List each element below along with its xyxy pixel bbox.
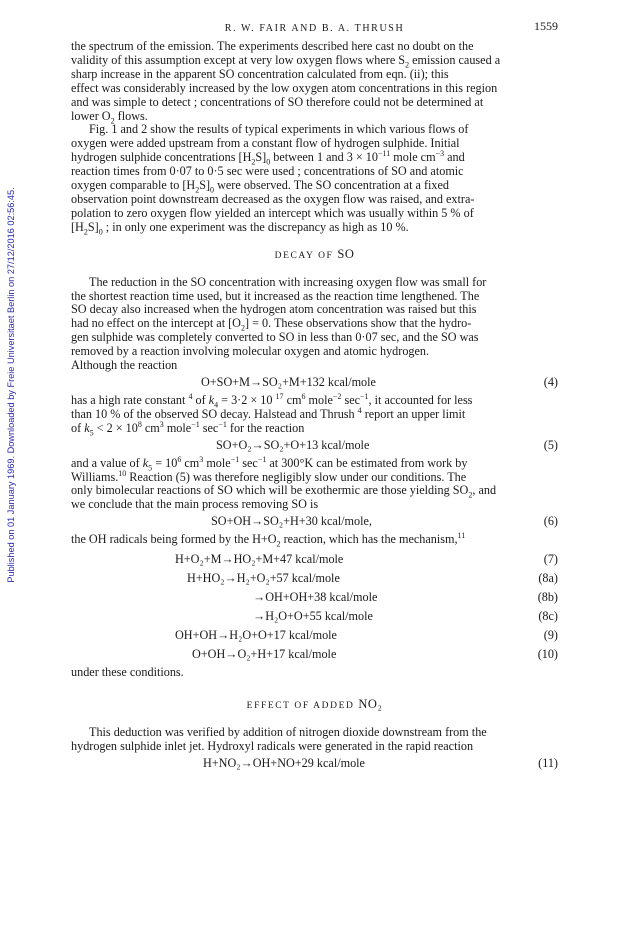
paragraph: the OH radicals being formed by the $H+O_2$ reaction, which has the mechanism,$^{11}$: [71, 531, 466, 549]
equation-number: (11): [538, 755, 558, 770]
paragraph: The reduction in the SO concentration with increasing oxygen flow was small for the shortest reaction time used, but it increased as the reaction time lengthened. The SO decay also increased when the hydrogen atom concentration was raised but this had no effect on the intercept at $[O_2] = 0$. These observations show that the hydro- gen sulphide was completely converted to SO in less than 0·07 sec, and the SO was removed by a reaction involving molecular oxygen and atomic hydrogen. Although the reaction: [71, 274, 487, 373]
paragraph: the spectrum of the emission. The experiments described here cast no doubt on the validity of this assumption except at very low oxygen flows where $S_2$ emission caused a sharp increase in the apparent SO concentration calculated from eqn. (ii); this effect was considerably increased by the low oxygen atom concentrations in this region and was simple to detect ; concentrations of SO therefore could not be determined at lower $O_2$ flows.: [71, 39, 501, 125]
equation-8a: [71, 571, 558, 588]
author-header: R. W. FAIR AND B. A. THRUSH: [224, 23, 405, 34]
equation-4: [71, 375, 558, 392]
equation-expression: →H₂O+O+55 kcal/mole: [253, 609, 373, 624]
journal-page: [71, 16, 558, 775]
equation-number: (7): [543, 552, 558, 567]
equation-expression: SO+O₂→SO₂+O+13 kcal/mole: [216, 437, 370, 452]
equation-number: (4): [543, 374, 558, 389]
section-heading-decay: DECAY OF SO: [274, 246, 355, 261]
equation-expression: →OH+OH+38 kcal/mole: [253, 590, 378, 605]
paragraph: has a high rate constant $^4$ of $k_4 = 3\cdot 2 \times 10$ $^{17}$ $cm^6$ mole$^{-2}$ $\sec^{-1}$, it accounted for less than 10 % of the observed SO decay. Halstead and Thrush $^4$ report an upper limit of $k_5 < 2 \times 10^8$ $cm^3$ mole$^{-1}$ $\sec^{-1}$ for the reaction: [71, 391, 473, 438]
equation-8c: [71, 609, 558, 626]
equation-11: [71, 756, 558, 773]
equation-expression: H+O₂+M→HO₂+M+47 kcal/mole: [175, 552, 344, 567]
equation-expression: O+SO+M→SO₂+M+132 kcal/mole: [201, 374, 376, 389]
equation-6: [71, 514, 558, 531]
equation-expression: O+OH→O₂+H+17 kcal/mole: [192, 647, 337, 662]
page-number: 1559: [534, 19, 558, 33]
paragraph: Fig. 1 and 2 show the results of typical experiments in which various flows of oxygen were added upstream from a constant flow of hydrogen sulphide. Initial hydrogen sulphide concentrations $[H_2S]_0$ between 1 and $3 \times 10^{-11}$ mole $cm^{-3}$ and reaction times from 0·07 to 0·5 sec were used ; concentrations of SO and atomic oxygen comparable to $[H_2S]_0$ were observed. The SO concentration at a fixed observation point downstream decreased as the oxygen flow was raised, and extra- polation to zero oxygen flow yielded an intercept which was usually within 5 % of $[H_2S]_0$ ; in only one experiment was the discrepancy as high as 10 %.: [71, 122, 475, 237]
running-header: [71, 16, 558, 40]
equation-expression: H+NO₂→OH+NO+29 kcal/mole: [203, 755, 365, 770]
equation-5: [71, 438, 558, 455]
paragraph: under these conditions.: [71, 665, 184, 680]
equation-number: (8c): [538, 609, 558, 624]
equation-expression: H+HO₂→H₂+O₂+57 kcal/mole: [187, 571, 340, 586]
equation-number: (6): [543, 514, 558, 529]
equation-expression: OH+OH→H₂O+O+17 kcal/mole: [175, 628, 337, 643]
equation-number: (8a): [538, 571, 558, 586]
equation-number: (10): [537, 647, 558, 662]
equation-10: [71, 647, 558, 664]
paragraph: This deduction was verified by addition of nitrogen dioxide downstream from the hydrogen sulphide inlet jet. Hydroxyl radicals were generated in the rapid reaction: [71, 725, 487, 753]
equation-7: [71, 552, 558, 569]
equation-number: (5): [543, 437, 558, 452]
download-watermark: [4, 150, 18, 620]
watermark-text: Published on 01 January 1969. Downloaded by Freie Universitaet Berlin on 27/12/2016 02:56:45.: [6, 187, 16, 583]
equation-number: (8b): [537, 590, 558, 605]
equation-9: [71, 628, 558, 645]
equation-expression: SO+OH→SO₂+H+30 kcal/mole,: [211, 514, 372, 529]
section-heading-no2: EFFECT OF ADDED NO₂: [246, 697, 383, 712]
equation-8b: [71, 590, 558, 607]
paragraph: and a value of $k_5 = 10^6$ $cm^3$ mole$^{-1}$ $\sec^{-1}$ at 300°K can be estimated from work by Williams.$^{10}$ Reaction (5) was therefore negligibly slow under our conditions. The only bimolecular reactions of SO which will be exothermic are those yielding $SO_2$, and we conclude that the main process removing SO is: [71, 454, 497, 512]
equation-number: (9): [543, 628, 558, 643]
